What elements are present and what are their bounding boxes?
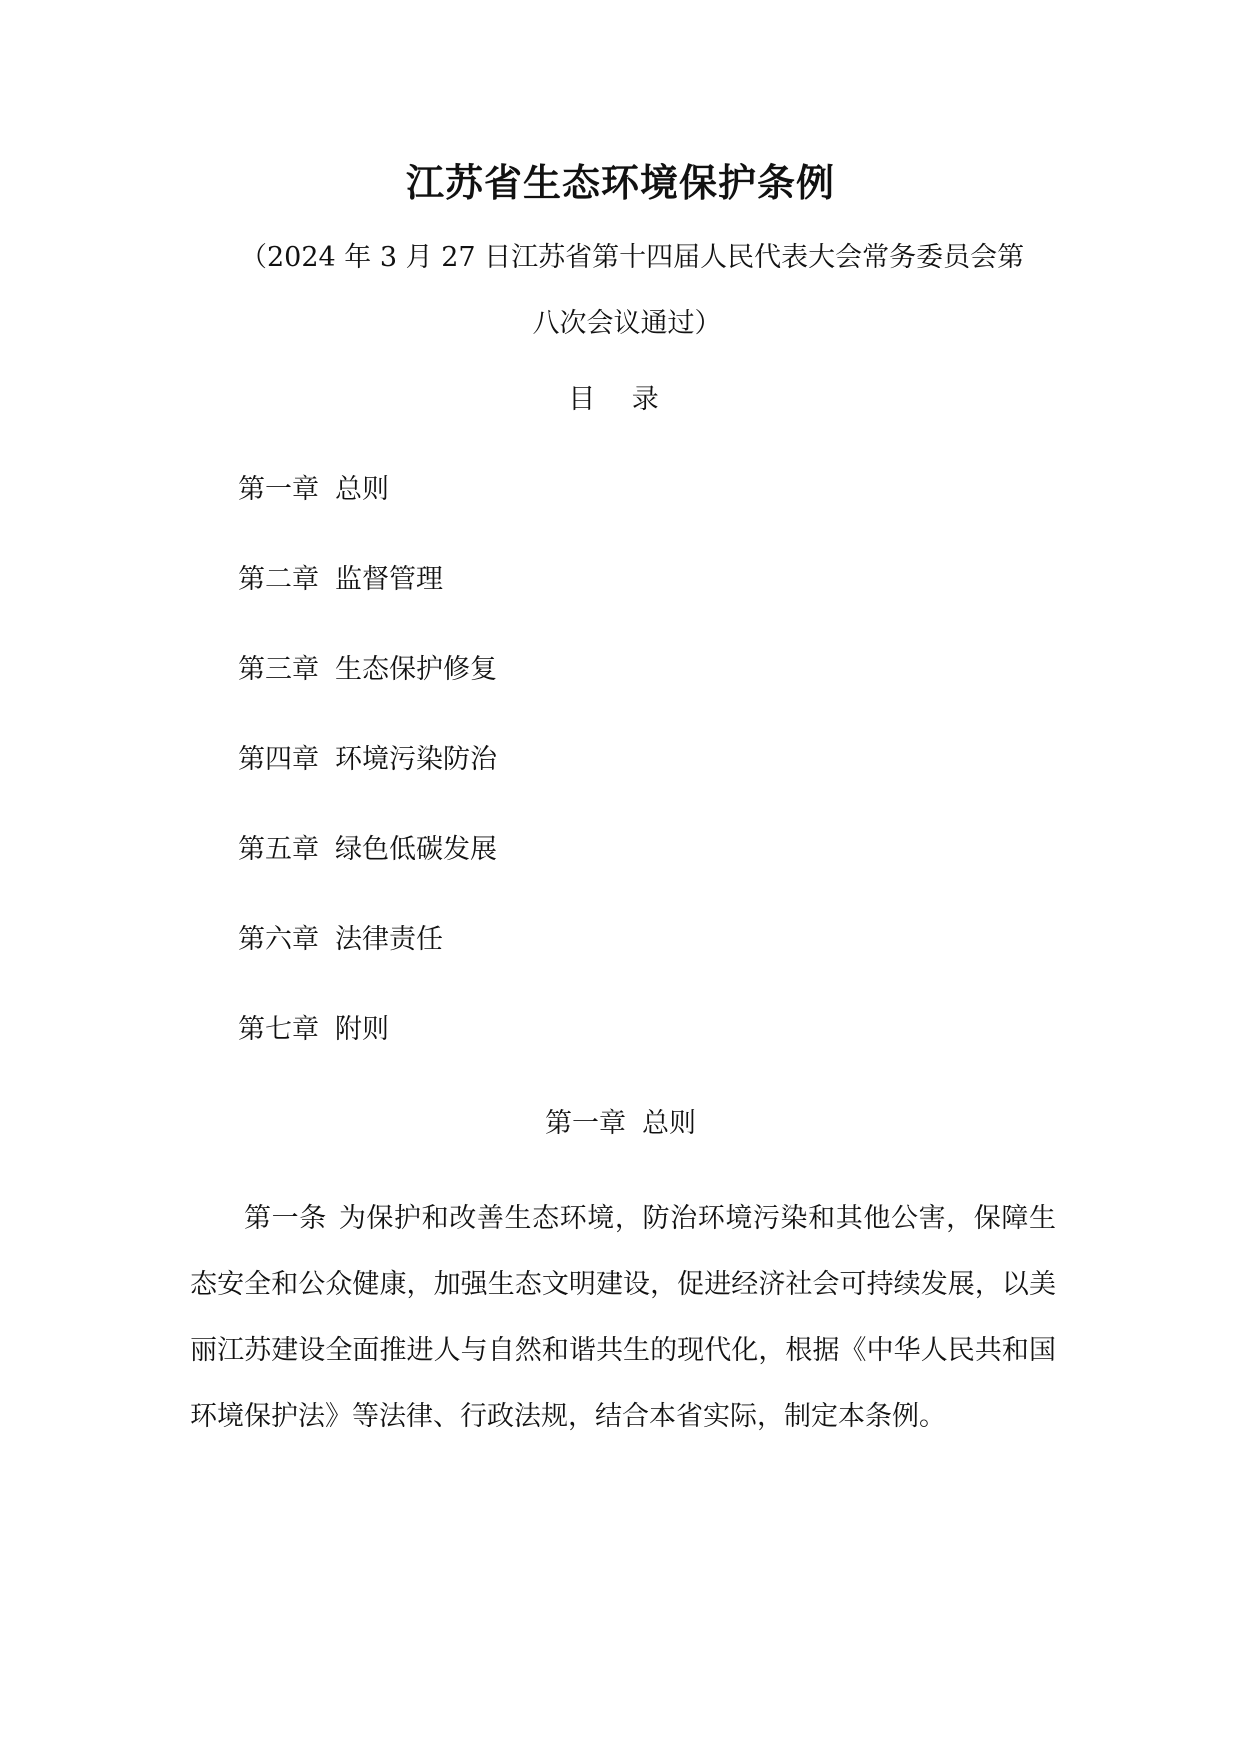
document-subtitle: [192, 225, 1062, 357]
toc-chapter-number: 第一章: [238, 474, 319, 505]
chapter-heading-number: 第一章: [545, 1108, 626, 1139]
toc-item: [238, 560, 497, 650]
subtitle-line-2: 八次会议通过）: [532, 308, 722, 339]
article-label: 第一条: [244, 1203, 327, 1234]
toc-item: [238, 1010, 497, 1100]
toc-chapter-name: 法律责任: [335, 924, 443, 955]
toc-item: [238, 830, 497, 920]
subtitle-line-1: （2024 年 3 月 27 日江苏省第十四届人民代表大会常务委员会第: [240, 242, 1025, 273]
toc-heading: 目 录: [568, 384, 673, 415]
chapter-heading: [0, 1104, 1241, 1144]
toc-chapter-name: 绿色低碳发展: [335, 834, 497, 865]
document-title: 江苏省生态环境保护条例: [405, 161, 835, 205]
toc-chapter-name: 监督管理: [335, 564, 443, 595]
toc-chapter-number: 第四章: [238, 744, 319, 775]
table-of-contents: [238, 470, 497, 1100]
toc-item: [238, 740, 497, 830]
toc-item: [238, 470, 497, 560]
article-text: 为保护和改善生态环境，防治环境污染和其他公害，保障生态安全和公众健康，加强生态文明建设，促进经济社会可持续发展，以美丽江苏建设全面推进人与自然和谐共生的现代化，根据《中华人民共和国环境保护法》等法律、行政法规，结合本省实际，制定本条例。: [190, 1203, 1057, 1432]
toc-chapter-number: 第七章: [238, 1014, 319, 1045]
toc-chapter-name: 附则: [335, 1014, 389, 1045]
toc-chapter-name: 总则: [335, 474, 389, 505]
toc-item: [238, 650, 497, 740]
toc-chapter-number: 第三章: [238, 654, 319, 685]
toc-chapter-number: 第六章: [238, 924, 319, 955]
toc-chapter-name: 生态保护修复: [335, 654, 497, 685]
toc-item: [238, 920, 497, 1010]
toc-chapter-number: 第二章: [238, 564, 319, 595]
toc-chapter-name: 环境污染防治: [335, 744, 497, 775]
chapter-heading-name: 总则: [642, 1108, 696, 1139]
toc-chapter-number: 第五章: [238, 834, 319, 865]
article-paragraph: [190, 1186, 1056, 1450]
